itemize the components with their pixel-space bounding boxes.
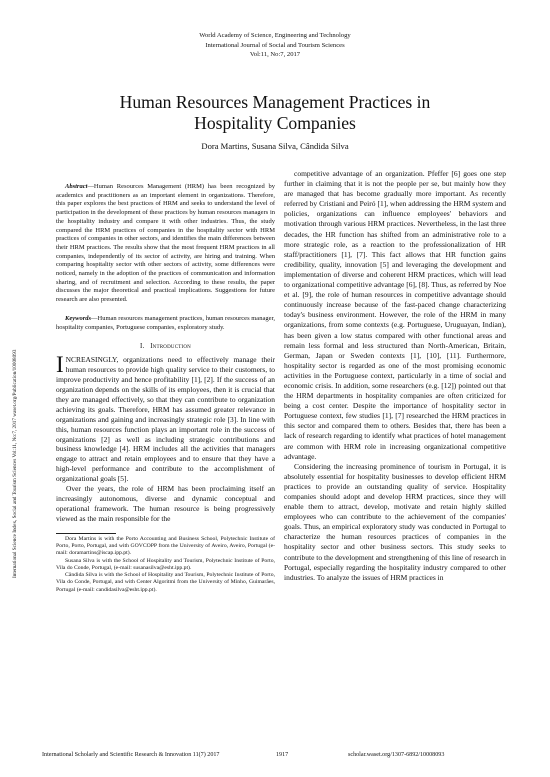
footnote-3: Cândida Silva is with the School of Hospitality and Tourism, Polytechnic Institute of Porto, Vila do Conde, Portugal, and with Center Algoritmi from the University of Minho, Guimarães, Portugal (e-mail: candidasilva@esht.ipp.pt). [56, 572, 275, 593]
title-line-1: Human Resources Management Practices in [119, 92, 431, 112]
abstract [56, 183, 275, 305]
keywords-sep: — [91, 314, 98, 322]
keywords-label: Keywords [65, 314, 91, 322]
keywords [56, 315, 275, 332]
keywords-text: Human resources management practices, human resources manager, hospitality companies, Portuguese companies, exploratory study. [56, 314, 275, 331]
intro-caps: NCREASINGLY, [65, 355, 119, 365]
abstract-sep: — [87, 183, 94, 190]
intro-text: organizations need to effectively manage their human resources to provide high quality service to their customers, to improve productivity and hence profitability [1], [2]. If the success of an organization depends on the skills of its employees, then it is crucial that they are managed effectively, so that they can contribute to organization achieving its goals. Therefore, HRM has assumed greater relevance in organizations and gaining and increasingly strategic role [3]. In line with this, human resources function plays an important role in the success of organizations [2] as well as including strategic contributions and business knowledge [4]. HRM includes all the activities that managers engage to attract and retain employees and to ensure that they have a high-level performance and contribute to the accomplishment of organizational goals [5]. [56, 355, 275, 484]
footnote-1: Dora Martins is with the Porto Accounting and Business School, Polytechnic Institute of Porto, Porto, Portugal, and with GOVCOPP from the University of Aveiro, Aveiro, Portugal (e-mail: doramartins@iscap.ipp.pt). [56, 535, 275, 557]
left-column [56, 183, 275, 594]
title-line-2: Hospitality Companies [194, 112, 356, 133]
right-column [284, 169, 506, 583]
header-line-2: International Journal of Social and Tourism Sciences [205, 41, 345, 49]
paper-title [0, 92, 550, 133]
section-heading [56, 343, 275, 350]
abstract-text: Human Resources Management (HRM) has been recognized by academics and practitioners as an important element in organizations. Therefore, this paper explores the best practices of HRM and seeks to understand the level of participation in the development of these practices by human resources managers in the hospitality industry and compare it with other industries. Thus, the study compared the HRM practices of companies in the hospitality sector with HRM practices of companies in other sectors, and identifies the main differences between their HRM practices. The results show that the most frequent HRM practices in all companies, independently of its sector of activity, are hiring and training. When comparing hospitality sector with other sectors of activity, some differences were noticed, namely in the adoption of the practices of communication and information sharing, and of recruitment and selection. According to these results, the paper discusses the major theoretical and practical implications. Suggestions for future research are also presented. [56, 183, 275, 304]
drop-cap: I [56, 352, 64, 378]
abstract-label: Abstract [65, 183, 88, 190]
side-citation: International Science Index, Social and Tourism Sciences Vol:11, No:7, 2017 waset.org/Publication/10008093 [12, 349, 18, 578]
right-paragraph-2: Considering the increasing prominence of tourism in Portugal, it is absolutely essential for hospitality businesses to develop efficient HRM practices to provide an outstanding quality of service. Hospitality companies should adopt and develop HRM practices, since they will enable them to attract, develop, motivate and retain highly skilled employees who can contribute to the achievement of the companies' goals. Thus, an empirical exploratory study was conducted in Portugal to characterize the human resources practices of companies in the hospitality sector and other business sectors. This study seeks to contribute to the development and strengthening of this line of research in Portugal, especially regarding the hospitality industry compared to other industries. To analyze the issues of HRM practices in [284, 461, 506, 582]
footnote-2: Susana Silva is with the School of Hospitality and Tourism, Polytechnic Institute of Porto, Vila do Conde, Portugal, (e-mail: susanasilva@esht.ipp.pt). [56, 557, 275, 571]
header-line-3: Vol:11, No:7, 2017 [249, 51, 301, 59]
section-title: Introduction [150, 343, 191, 351]
journal-header [0, 31, 550, 60]
intro-paragraph-2: Over the years, the role of HRM has been proclaiming itself an increasingly autonomous, diverse and dynamic conceptual and operational framework. The human resource is being progressively viewed as the main responsible for the [56, 484, 275, 523]
footer-doi: scholar.waset.org/1307-6892/10008093 [348, 752, 445, 758]
page-number: 1917 [276, 752, 289, 758]
right-paragraph-1: competitive advantage of an organization. Pfeffer [6] goes one step further in claiming that it is not the people per se, but mainly how they are managed that has become gradually more important. As recently referred by Cristiani and Peiró [1], when addressing the HRM system and policies, organizations can influence employees' behaviors and motivation through various HRM practices. Nevertheless, in the last three decades, the HR function has shifted from an administrative role to a more strategic role, as a reaction to the professionalization of HR staff/practitioners [1], [7]. This fact allows that HR function gains credibility, quality, innovation [5] and leveraging the development and implementation of diverse and coherent HRM practices, which will lead to organizational competitive advantage [6], [8]. Thus, as referred by Noe et al. [9], the role of human resources in competitive advantage should continuously increase because of the fast-paced change characterizing today's business environment. However, the role of the HRM in many organizations, from some contexts (e.g. Portuguese, Uruguayan, Indian), has been given a low status compared with other functional areas and remain less formal and less structured than North-American, Britain, German, Japan or Sweden contexts [1], [10], [11]. Furthermore, hospitality sector is regarded as one of the most promising economic activities in the Portuguese context, particularly in a time of social and economic crisis. In addition, some researchers (e.g. [12]) pointed out that the HRM departments in hospitality companies are often criticized for being a cost center. Despite the importance of hospitality sector in Portuguese context, few studies [1], [7] researched the HRM practices in this sector and compared them to others. Besides that, there has been a lack of research regarding to identify what practices of hotel management are common with HRM role in increasing organizational competitive advantage. [284, 169, 506, 461]
section-number: I. [139, 343, 145, 351]
footer-journal: International Scholarly and Scientific Research & Innovation 11(7) 2017 [42, 752, 220, 758]
footnote-rule [56, 533, 116, 534]
side-margin-text [10, 248, 20, 578]
authors: Dora Martins, Susana Silva, Cândida Silva [201, 141, 349, 151]
intro-paragraph-1 [56, 352, 275, 484]
header-line-1: World Academy of Science, Engineering and Technology [199, 32, 351, 39]
